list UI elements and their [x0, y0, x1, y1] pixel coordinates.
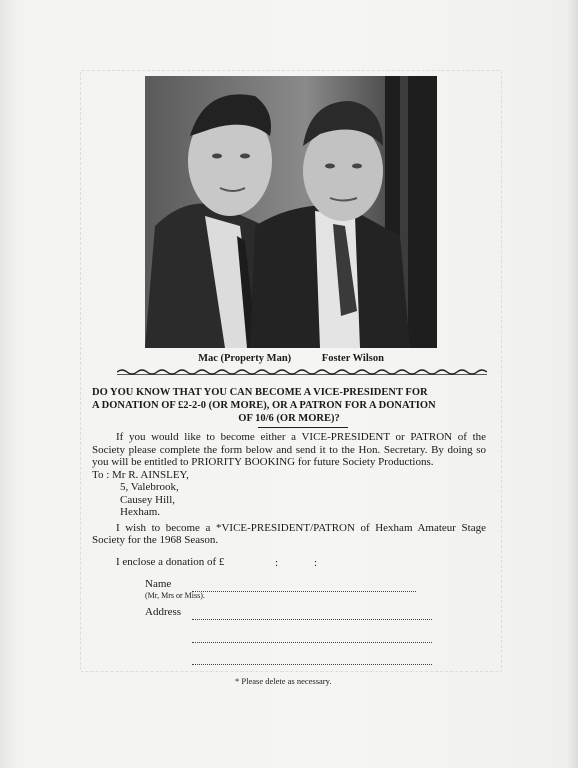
wish-paragraph	[92, 522, 486, 547]
page-edge	[568, 0, 578, 768]
wish-line-1: I wish to become a *VICE-PRESIDENT/PATRON of Hexham Amateur	[116, 521, 456, 534]
donation-shillings-pence-colon: :	[314, 557, 318, 569]
caption-right-name: Foster Wilson	[321, 353, 384, 364]
name-field[interactable]	[192, 590, 416, 592]
caption-left-name: Mac (Property Man)	[198, 353, 292, 364]
headline	[92, 386, 486, 425]
headline-line-3: OF 10/6 (OR MORE)?	[238, 413, 340, 424]
name-label: Name	[145, 578, 172, 590]
name-hint: (Mr, Mrs or Miss).	[145, 591, 205, 600]
wish-line-2: Stage Society for the 1968 Season.	[92, 521, 486, 546]
intro-line-3: Secretary. By doing so you will be entitled to PRIORITY BOOKING for	[92, 443, 487, 468]
intro-line-4: future Society Productions.	[313, 456, 434, 468]
headline-line-1: DO YOU KNOW THAT YOU CAN BECOME A VICE-PRESIDENT FOR	[92, 387, 428, 398]
address-field-line-1[interactable]	[192, 618, 432, 620]
address-label: Address	[145, 606, 182, 618]
headline-rule	[258, 427, 348, 428]
wavy-divider	[117, 368, 487, 376]
photo-two-men	[145, 76, 437, 348]
address-field-line-2[interactable]	[192, 641, 432, 643]
address-line-3: Hexham.	[120, 506, 161, 518]
address-line-2: Causey Hill,	[120, 493, 175, 506]
donation-pounds-shillings-colon: :	[275, 557, 279, 569]
photo-caption	[145, 353, 437, 364]
photograph	[145, 76, 437, 348]
address-to: To : Mr R. AINSLEY,	[92, 468, 189, 481]
body-text	[92, 431, 486, 547]
donation-label: I enclose a donation of £	[116, 556, 225, 568]
intro-paragraph	[92, 431, 486, 469]
address-field-line-3[interactable]	[192, 663, 432, 665]
address-line-1: 5, Valebrook,	[120, 481, 179, 493]
intro-line-2: of the Society please complete the form below and send it to the Hon.	[92, 431, 487, 456]
intro-line-1: If you would like to become either a VICE-PRESIDENT or PATRON	[116, 431, 453, 443]
footnote: * Please delete as necessary.	[235, 676, 332, 686]
headline-line-2: A DONATION OF £2-2-0 (OR MORE), OR A PATRON FOR A DONATION	[92, 400, 436, 411]
